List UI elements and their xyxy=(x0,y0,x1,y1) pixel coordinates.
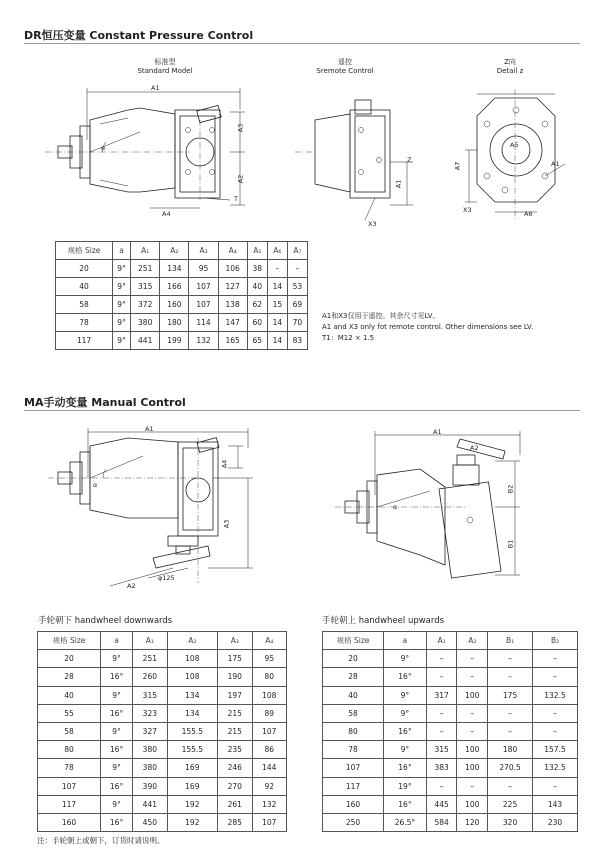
ma-up-dim-alpha: α xyxy=(393,503,398,511)
table-cell: 78 xyxy=(56,314,113,332)
table-cell: 16° xyxy=(101,741,133,759)
note-line: T1：M12 × 1.5 xyxy=(322,334,375,342)
table-row xyxy=(38,759,287,777)
dim-a1-detail: A1 xyxy=(551,160,560,168)
table-cell: 132 xyxy=(252,795,286,813)
table-cell: 78 xyxy=(323,741,384,759)
ma-dim-a4: A4 xyxy=(220,459,229,469)
table-cell: – xyxy=(457,704,488,722)
table-cell: 58 xyxy=(38,722,101,740)
table-cell: – xyxy=(488,704,533,722)
table-cell: 441 xyxy=(133,795,167,813)
handwheel-down-title: 手轮朝下 handwheel downwards xyxy=(38,616,173,626)
table-cell: 117 xyxy=(56,332,113,350)
table-cell: 315 xyxy=(133,686,167,704)
remote-control-cn: 遥控 xyxy=(338,58,352,66)
header-cell: A₃ xyxy=(218,632,252,650)
header-cell: A₇ xyxy=(287,242,307,260)
table-cell: 20 xyxy=(56,260,113,278)
table-cell: 390 xyxy=(133,777,167,795)
table-cell: 16° xyxy=(101,668,133,686)
table-cell: 16° xyxy=(384,668,427,686)
table-cell: 134 xyxy=(167,686,218,704)
table-cell: 215 xyxy=(218,704,252,722)
table-cell: 14 xyxy=(267,332,287,350)
table-cell: 134 xyxy=(167,704,218,722)
table-cell: 108 xyxy=(167,650,218,668)
table-cell: 107 xyxy=(252,722,286,740)
table-cell: 40 xyxy=(56,278,113,296)
table-cell: 100 xyxy=(457,741,488,759)
dr-notes xyxy=(322,311,533,344)
table-cell: 225 xyxy=(488,795,533,813)
dim-x3: X3 xyxy=(368,220,377,228)
table-cell: 100 xyxy=(457,759,488,777)
table-cell: 114 xyxy=(189,314,218,332)
table-cell: 584 xyxy=(426,813,457,831)
note-line: A1和X3仅用于遥控。其余尺寸见LV。 xyxy=(322,312,440,320)
table-cell: 315 xyxy=(426,741,457,759)
table-row xyxy=(56,260,308,278)
table-cell: – xyxy=(457,668,488,686)
table-cell: 107 xyxy=(189,296,218,314)
ma-dim-b2: B2 xyxy=(506,484,515,494)
table-cell: 169 xyxy=(167,759,218,777)
table-cell: 80 xyxy=(38,741,101,759)
table-cell: – xyxy=(457,650,488,668)
table-cell: 323 xyxy=(133,704,167,722)
table-cell: 285 xyxy=(218,813,252,831)
dim-a2: A2 xyxy=(236,174,245,184)
table-cell: 197 xyxy=(218,686,252,704)
header-cell: A₂ xyxy=(160,242,189,260)
dim-z: Z xyxy=(407,156,412,164)
table-cell: 15 xyxy=(267,296,287,314)
table-cell: – xyxy=(533,704,578,722)
header-cell: B₁ xyxy=(488,632,533,650)
ma-dim-alpha: α xyxy=(93,481,98,489)
table-cell: 147 xyxy=(218,314,247,332)
ma-dim-a1: A1 xyxy=(145,425,154,433)
table-cell: 327 xyxy=(133,722,167,740)
table-cell: 78 xyxy=(38,759,101,777)
table-row xyxy=(323,795,578,813)
ma-dim-a2: A2 xyxy=(127,582,136,590)
table-row xyxy=(56,332,308,350)
ma-down-table xyxy=(37,631,287,832)
table-cell: 441 xyxy=(131,332,160,350)
table-cell: – xyxy=(426,722,457,740)
header-cell: A₄ xyxy=(252,632,286,650)
table-cell: 132 xyxy=(189,332,218,350)
header-cell: a xyxy=(101,632,133,650)
table-cell: 107 xyxy=(252,813,286,831)
table-cell: 380 xyxy=(133,741,167,759)
table-cell: – xyxy=(533,668,578,686)
dr-remote-control-drawing xyxy=(295,80,425,230)
table-cell: – xyxy=(488,722,533,740)
table-cell: 445 xyxy=(426,795,457,813)
dr-standard-model-drawing xyxy=(40,80,260,230)
ma-dim-a3: A3 xyxy=(222,519,231,529)
table-cell: 83 xyxy=(287,332,307,350)
table-cell: 16° xyxy=(101,704,133,722)
dim-a3: A3 xyxy=(236,123,245,133)
table-cell: 95 xyxy=(252,650,286,668)
table-cell: 26.5° xyxy=(384,813,427,831)
table-row xyxy=(323,686,578,704)
header-cell: A₂ xyxy=(457,632,488,650)
table-cell: – xyxy=(426,668,457,686)
table-cell: 40 xyxy=(247,278,267,296)
remote-control-caption xyxy=(300,58,390,76)
table-cell: 246 xyxy=(218,759,252,777)
header-cell: A₁ xyxy=(426,632,457,650)
table-row xyxy=(38,704,287,722)
handwheel-up-title: 手轮朝上 handwheel upwards xyxy=(322,616,445,626)
table-cell: 9° xyxy=(113,314,131,332)
table-cell: 192 xyxy=(167,813,218,831)
detail-z-cn: Z向 xyxy=(504,58,516,66)
dim-x3-detail: X3 xyxy=(463,206,472,214)
table-cell: 117 xyxy=(38,795,101,813)
table-cell: 100 xyxy=(457,795,488,813)
table-row xyxy=(38,777,287,795)
table-cell: 9° xyxy=(101,795,133,813)
table-cell: 108 xyxy=(252,686,286,704)
table-cell: 261 xyxy=(218,795,252,813)
table-cell: 9° xyxy=(101,686,133,704)
table-row xyxy=(323,759,578,777)
header-cell: A₅ xyxy=(247,242,267,260)
dim-alpha: α xyxy=(101,144,106,152)
table-cell: 80 xyxy=(323,722,384,740)
table-cell: 16° xyxy=(384,722,427,740)
table-cell: 107 xyxy=(38,777,101,795)
table-cell: 160 xyxy=(38,813,101,831)
table-cell: 383 xyxy=(426,759,457,777)
table-cell: 132.5 xyxy=(533,686,578,704)
ma-handwheel-down-drawing xyxy=(48,418,268,593)
table-cell: 120 xyxy=(457,813,488,831)
dr-dimension-table xyxy=(55,241,308,350)
header-cell: A₄ xyxy=(218,242,247,260)
note-line: A1 and X3 only fot remote control. Other dimensions see LV. xyxy=(322,323,534,331)
table-row xyxy=(38,813,287,831)
table-cell: 9° xyxy=(101,650,133,668)
table-cell: 9° xyxy=(101,722,133,740)
table-cell: 9° xyxy=(113,278,131,296)
ma-dim-dia: φ125 xyxy=(158,574,175,582)
table-cell: 372 xyxy=(131,296,160,314)
table-cell: – xyxy=(426,650,457,668)
standard-model-cn: 标准型 xyxy=(154,58,176,66)
table-row xyxy=(38,650,287,668)
table-cell: 180 xyxy=(488,741,533,759)
table-cell: 38 xyxy=(247,260,267,278)
header-cell: 规格 Size xyxy=(56,242,113,260)
table-cell: 317 xyxy=(426,686,457,704)
table-cell: 270.5 xyxy=(488,759,533,777)
ma-handwheel-up-drawing xyxy=(335,425,535,595)
table-cell: 58 xyxy=(56,296,113,314)
table-header-row xyxy=(323,632,578,650)
table-cell: 40 xyxy=(38,686,101,704)
table-cell: 155.5 xyxy=(167,741,218,759)
dim-a1: A1 xyxy=(151,84,160,92)
table-cell: 69 xyxy=(287,296,307,314)
table-cell: 14 xyxy=(267,314,287,332)
header-cell: A₂ xyxy=(167,632,218,650)
table-cell: 165 xyxy=(218,332,247,350)
table-cell: 108 xyxy=(167,668,218,686)
table-cell: 190 xyxy=(218,668,252,686)
table-cell: 9° xyxy=(384,650,427,668)
table-cell: 95 xyxy=(189,260,218,278)
table-cell: – xyxy=(488,650,533,668)
header-cell: A₁ xyxy=(133,632,167,650)
table-cell: 157.5 xyxy=(533,741,578,759)
table-cell: 28 xyxy=(38,668,101,686)
table-cell: 315 xyxy=(131,278,160,296)
table-cell: 160 xyxy=(160,296,189,314)
table-cell: 235 xyxy=(218,741,252,759)
table-cell: 132.5 xyxy=(533,759,578,777)
table-row xyxy=(323,704,578,722)
table-cell: – xyxy=(457,722,488,740)
table-cell: 138 xyxy=(218,296,247,314)
header-cell: A₃ xyxy=(189,242,218,260)
table-cell: 16° xyxy=(101,813,133,831)
table-cell: 100 xyxy=(457,686,488,704)
table-cell: 28 xyxy=(323,668,384,686)
table-cell: 62 xyxy=(247,296,267,314)
header-cell: 规格 Size xyxy=(323,632,384,650)
table-cell: 20 xyxy=(323,650,384,668)
table-row xyxy=(38,686,287,704)
header-cell: 规格 Size xyxy=(38,632,101,650)
table-cell: – xyxy=(457,777,488,795)
table-cell: 175 xyxy=(488,686,533,704)
table-cell: 58 xyxy=(323,704,384,722)
table-cell: 251 xyxy=(131,260,160,278)
table-row xyxy=(56,278,308,296)
table-cell: – xyxy=(533,650,578,668)
table-cell: 9° xyxy=(113,332,131,350)
table-row xyxy=(323,650,578,668)
table-row xyxy=(38,741,287,759)
table-cell: 380 xyxy=(133,759,167,777)
table-row xyxy=(56,314,308,332)
table-cell: 9° xyxy=(384,704,427,722)
table-cell: 251 xyxy=(133,650,167,668)
table-cell: 16° xyxy=(101,777,133,795)
table-row xyxy=(323,777,578,795)
detail-z-drawing xyxy=(455,84,580,224)
detail-z-caption xyxy=(480,58,540,76)
table-cell: 144 xyxy=(252,759,286,777)
table-cell: – xyxy=(488,668,533,686)
table-cell: – xyxy=(426,777,457,795)
table-cell: 260 xyxy=(133,668,167,686)
header-cell: A₁ xyxy=(131,242,160,260)
table-cell: 16° xyxy=(384,759,427,777)
table-cell: 250 xyxy=(323,813,384,831)
header-cell: B₂ xyxy=(533,632,578,650)
table-cell: 20 xyxy=(38,650,101,668)
header-cell: A₆ xyxy=(267,242,287,260)
table-cell: 9° xyxy=(384,686,427,704)
table-cell: 107 xyxy=(323,759,384,777)
dim-a6: A6 xyxy=(524,210,533,218)
table-cell: 86 xyxy=(252,741,286,759)
table-cell: 215 xyxy=(218,722,252,740)
header-cell: a xyxy=(384,632,427,650)
table-cell: 65 xyxy=(247,332,267,350)
standard-model-en: Standard Model xyxy=(137,67,193,75)
table-cell: 230 xyxy=(533,813,578,831)
table-cell: 89 xyxy=(252,704,286,722)
table-cell: 127 xyxy=(218,278,247,296)
table-cell: – xyxy=(533,777,578,795)
ma-title-rule xyxy=(24,410,580,411)
ma-up-table xyxy=(322,631,578,832)
table-cell: 107 xyxy=(189,278,218,296)
table-cell: 180 xyxy=(160,314,189,332)
table-cell: – xyxy=(287,260,307,278)
table-cell: 155.5 xyxy=(167,722,218,740)
table-cell: 60 xyxy=(247,314,267,332)
table-cell: – xyxy=(488,777,533,795)
table-cell: 199 xyxy=(160,332,189,350)
table-header-row xyxy=(38,632,287,650)
table-row xyxy=(323,722,578,740)
table-row xyxy=(38,722,287,740)
standard-model-caption xyxy=(110,58,220,76)
table-cell: 270 xyxy=(218,777,252,795)
table-cell: 53 xyxy=(287,278,307,296)
table-cell: 16° xyxy=(384,795,427,813)
table-cell: 320 xyxy=(488,813,533,831)
table-cell: 19° xyxy=(384,777,427,795)
ma-footnote: 注：手轮朝上或朝下，订货时请说明。 xyxy=(37,836,165,845)
ma-up-dim-a2: A2 xyxy=(470,444,479,452)
table-cell: 9° xyxy=(101,759,133,777)
header-cell: a xyxy=(113,242,131,260)
table-row xyxy=(323,741,578,759)
dim-a7: A7 xyxy=(453,161,462,171)
table-cell: 92 xyxy=(252,777,286,795)
table-cell: 134 xyxy=(160,260,189,278)
table-row xyxy=(323,668,578,686)
table-cell: 80 xyxy=(252,668,286,686)
table-cell: 9° xyxy=(113,296,131,314)
dr-title-rule xyxy=(24,43,580,44)
table-cell: 40 xyxy=(323,686,384,704)
table-row xyxy=(56,296,308,314)
table-cell: – xyxy=(533,722,578,740)
table-row xyxy=(38,795,287,813)
table-cell: 106 xyxy=(218,260,247,278)
table-cell: 143 xyxy=(533,795,578,813)
table-cell: 166 xyxy=(160,278,189,296)
table-cell: 55 xyxy=(38,704,101,722)
table-cell: 117 xyxy=(323,777,384,795)
table-cell: 175 xyxy=(218,650,252,668)
table-cell: – xyxy=(267,260,287,278)
table-cell: 380 xyxy=(131,314,160,332)
remote-control-en: Sremote Control xyxy=(316,67,374,75)
table-cell: 14 xyxy=(267,278,287,296)
table-cell: 9° xyxy=(113,260,131,278)
dr-section-title: DR恒压变量 Constant Pressure Control xyxy=(24,29,254,42)
table-row xyxy=(38,668,287,686)
dim-t: T xyxy=(234,195,238,203)
dim-a4: A4 xyxy=(162,210,171,218)
table-row xyxy=(323,813,578,831)
dim-a5: A5 xyxy=(510,141,519,149)
dim-a1-remote: A1 xyxy=(394,179,403,189)
ma-dim-b1: B1 xyxy=(506,539,515,549)
table-cell: 450 xyxy=(133,813,167,831)
table-cell: – xyxy=(426,704,457,722)
table-cell: 160 xyxy=(323,795,384,813)
table-cell: 9° xyxy=(384,741,427,759)
ma-section-title: MA手动变量 Manual Control xyxy=(24,396,186,409)
table-cell: 70 xyxy=(287,314,307,332)
ma-up-dim-a1: A1 xyxy=(433,428,442,436)
table-header-row xyxy=(56,242,308,260)
table-cell: 169 xyxy=(167,777,218,795)
table-cell: 192 xyxy=(167,795,218,813)
detail-z-en: Detail z xyxy=(496,67,524,75)
